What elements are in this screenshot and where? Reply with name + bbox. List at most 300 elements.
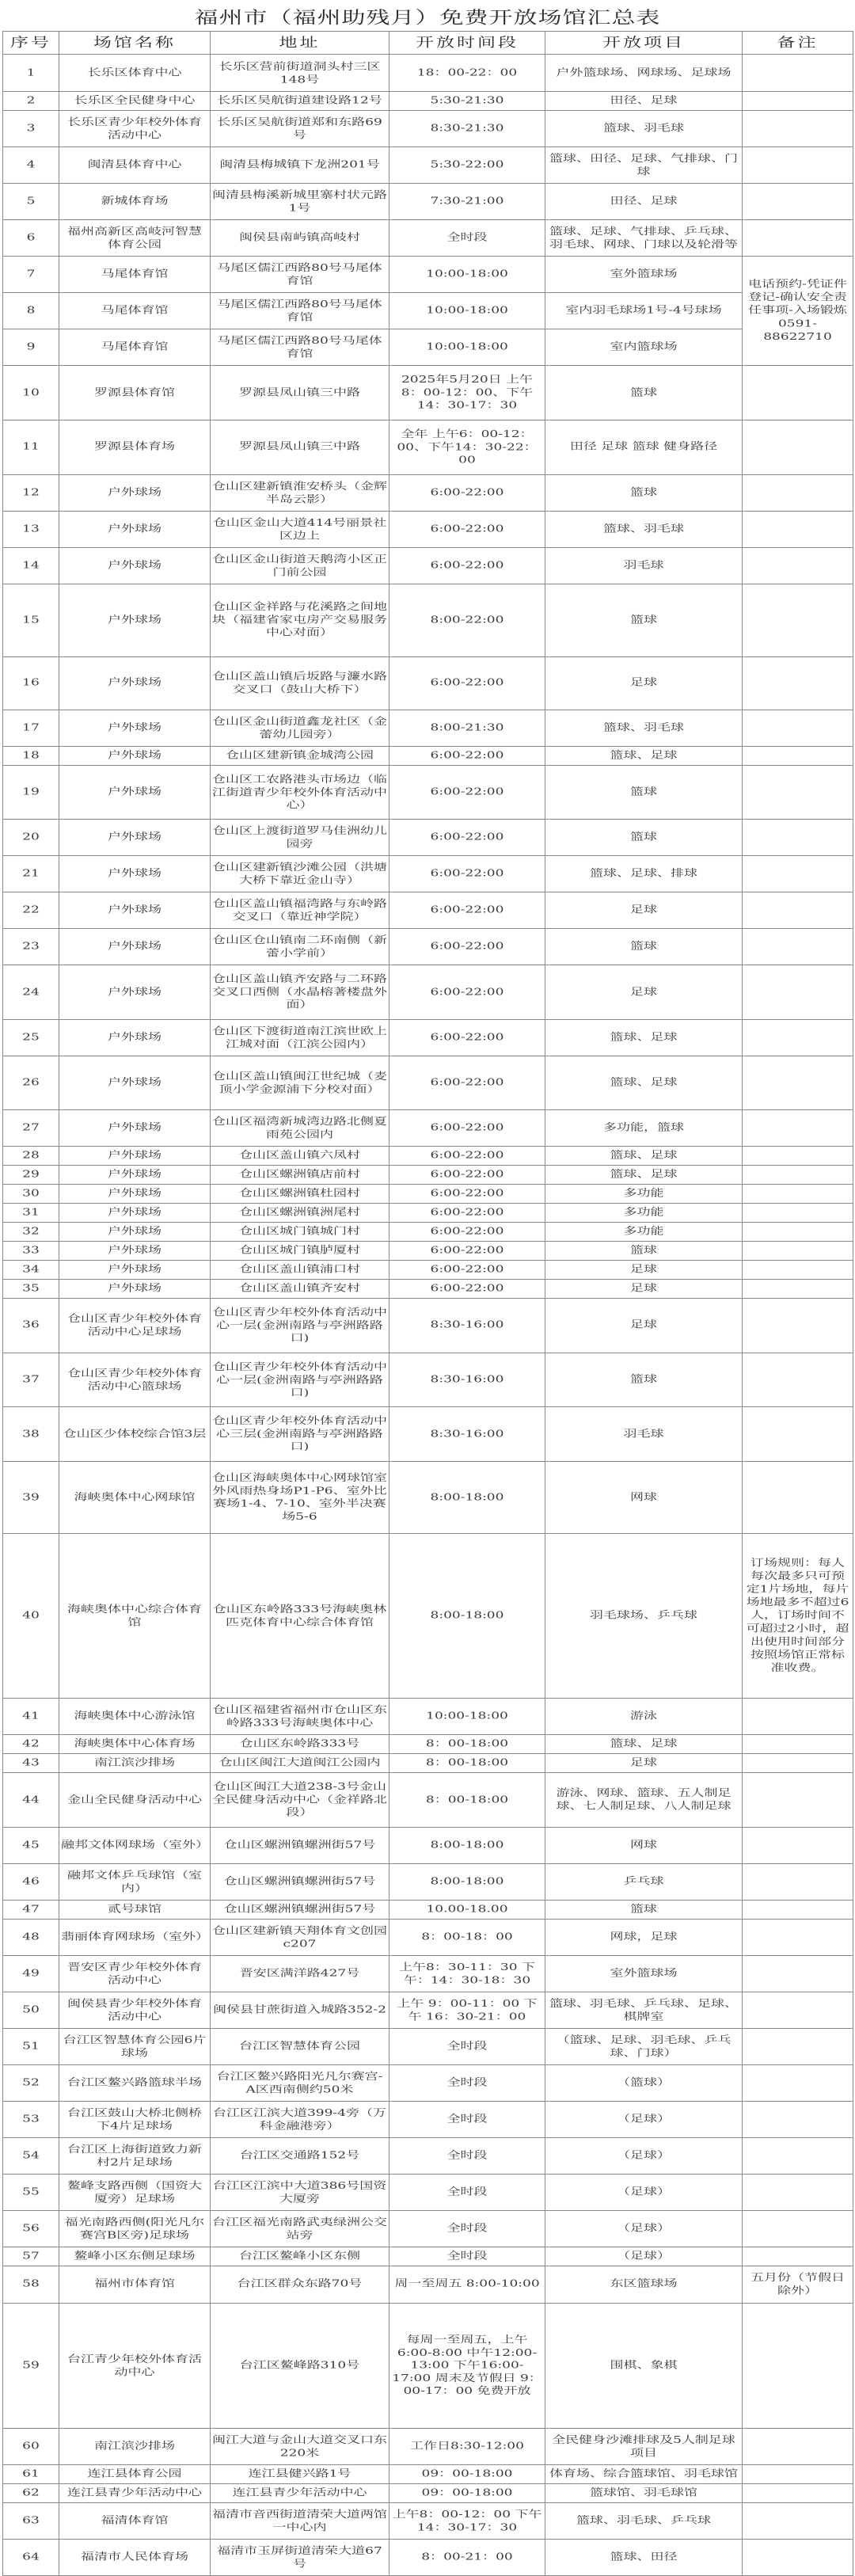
cell-row-number: 51 bbox=[3, 2028, 59, 2064]
cell-remark bbox=[743, 1279, 853, 1298]
cell-address: 仓山区仓山镇南二环南侧（新蕾小学前） bbox=[211, 929, 390, 965]
cell-venue-name: 长乐区体育中心 bbox=[59, 55, 211, 92]
cell-venue-name: 罗源县体育场 bbox=[59, 420, 211, 474]
table-row bbox=[3, 1056, 853, 1109]
cell-venue-name: 户外球场 bbox=[59, 1241, 211, 1260]
cell-open-items: 篮球、足球、气排球、乒乓球、羽毛球、网球、门球以及轮滑等 bbox=[545, 220, 743, 257]
cell-row-number: 35 bbox=[3, 1279, 59, 1298]
cell-open-hours: 6:00-22:00 bbox=[390, 1019, 545, 1056]
cell-open-hours: 每周一至周五，上午6:00-8:00 中午12:00-13:00 下午16:00-17:00 周末及节假日 9：00-17：00 免费开放 bbox=[390, 2303, 545, 2428]
cell-venue-name: 海峡奥体中心综合体育馆 bbox=[59, 1534, 211, 1699]
table-row bbox=[3, 2028, 853, 2064]
cell-open-items: 田径、足球 bbox=[545, 184, 743, 220]
cell-venue-name: 福州高新区高岐河智慧体育公园 bbox=[59, 220, 211, 257]
table-row bbox=[3, 92, 853, 111]
cell-address: 连江县青少年活动中心 bbox=[211, 2483, 390, 2502]
cell-remark bbox=[743, 2428, 853, 2464]
cell-open-items: 足球 bbox=[545, 1260, 743, 1279]
cell-open-hours: 8：00-21：00 bbox=[390, 2539, 545, 2575]
cell-open-items: 多功能 bbox=[545, 1184, 743, 1203]
cell-venue-name: 晋安区青少年校外体育活动中心 bbox=[59, 1955, 211, 1992]
cell-remark bbox=[743, 92, 853, 111]
cell-row-number: 14 bbox=[3, 547, 59, 584]
cell-row-number: 36 bbox=[3, 1298, 59, 1353]
table-body bbox=[3, 55, 853, 2576]
cell-open-items: 篮球 bbox=[545, 929, 743, 965]
cell-venue-name: 户外球场 bbox=[59, 965, 211, 1020]
cell-address: 仓山区盖山镇后坂路与濂水路交叉口（鼓山大桥下） bbox=[211, 656, 390, 710]
cell-address: 仓山区螺洲镇店前村 bbox=[211, 1165, 390, 1184]
cell-open-hours: 全时段 bbox=[390, 2101, 545, 2137]
table-row bbox=[3, 2483, 853, 2502]
cell-open-items: 田径 足球 篮球 健身路径 bbox=[545, 420, 743, 474]
cell-venue-name: 南江滨沙排场 bbox=[59, 1754, 211, 1773]
cell-row-number: 52 bbox=[3, 2064, 59, 2101]
cell-open-hours: 6:00-22:00 bbox=[390, 511, 545, 547]
venue-table bbox=[2, 31, 853, 2576]
cell-address: 台江区交通路152号 bbox=[211, 2137, 390, 2174]
cell-row-number: 61 bbox=[3, 2464, 59, 2483]
cell-venue-name: 福清市人民体育场 bbox=[59, 2539, 211, 2575]
cell-open-hours: 6:00-22:00 bbox=[390, 1056, 545, 1109]
cell-row-number: 59 bbox=[3, 2303, 59, 2428]
cell-remark: 五月份（节假日除外） bbox=[743, 2266, 853, 2303]
cell-open-items: 篮球 bbox=[545, 765, 743, 820]
cell-open-hours: 上午 9：00-11：00 下午 16：30-21：00 bbox=[390, 1992, 545, 2028]
cell-open-items: 足球 bbox=[545, 1754, 743, 1773]
cell-open-hours: 8：00-18：00 bbox=[390, 1919, 545, 1955]
cell-open-hours: 全时段 bbox=[390, 2174, 545, 2210]
cell-venue-name: 罗源县体育馆 bbox=[59, 366, 211, 420]
cell-open-items: 田径、足球 bbox=[545, 92, 743, 111]
cell-remark bbox=[743, 1699, 853, 1735]
table-row bbox=[3, 1992, 853, 2028]
cell-row-number: 25 bbox=[3, 1019, 59, 1056]
cell-row-number: 28 bbox=[3, 1146, 59, 1165]
cell-address: 仓山区金祥路与花溪路之间地块（福建省家屯房产交易服务中心对面） bbox=[211, 584, 390, 656]
cell-venue-name: 新城体育场 bbox=[59, 184, 211, 220]
cell-address: 长乐区吴航街道建设路12号 bbox=[211, 92, 390, 111]
cell-remark bbox=[743, 1900, 853, 1919]
cell-address: 台江区鳌峰小区东侧 bbox=[211, 2247, 390, 2266]
cell-open-items: 游泳、网球、篮球、五人制足球、七人制足球、八人制足球 bbox=[545, 1773, 743, 1828]
cell-remark bbox=[743, 184, 853, 220]
cell-row-number: 39 bbox=[3, 1462, 59, 1534]
cell-venue-name: 户外球场 bbox=[59, 1146, 211, 1165]
table-row bbox=[3, 1863, 853, 1900]
cell-address: 仓山区青少年校外体育活动中心一层(金洲南路与亭洲路路口) bbox=[211, 1298, 390, 1353]
cell-open-items: 篮球、羽毛球、乒乓球 bbox=[545, 2502, 743, 2539]
cell-open-items: 全民健身沙滩排球及5人制足球项目 bbox=[545, 2428, 743, 2464]
cell-venue-name: 马尾体育馆 bbox=[59, 257, 211, 293]
cell-open-items: （足球） bbox=[545, 2101, 743, 2137]
cell-open-hours: 09：00-18:00 bbox=[390, 2464, 545, 2483]
cell-row-number: 19 bbox=[3, 765, 59, 820]
cell-open-hours: 全时段 bbox=[390, 2064, 545, 2101]
table-row bbox=[3, 892, 853, 929]
cell-venue-name: 户外球场 bbox=[59, 856, 211, 892]
cell-venue-name: 台江区鼓山大桥北侧桥下4片足球场 bbox=[59, 2101, 211, 2137]
cell-remark bbox=[743, 929, 853, 965]
cell-address: 仓山区金山街道鑫龙社区（金蕾幼儿园旁） bbox=[211, 710, 390, 746]
cell-remark bbox=[743, 147, 853, 184]
cell-row-number: 64 bbox=[3, 2539, 59, 2575]
cell-open-hours: 6:00-22:00 bbox=[390, 1146, 545, 1165]
cell-address: 仓山区建新镇沙滩公园（洪塘大桥下靠近金山寺） bbox=[211, 856, 390, 892]
table-row bbox=[3, 1955, 853, 1992]
cell-row-number: 1 bbox=[3, 55, 59, 92]
cell-open-hours: 全时段 bbox=[390, 220, 545, 257]
cell-open-items: 篮球、足球、排球 bbox=[545, 856, 743, 892]
cell-address: 仓山区螺洲镇螺洲街57号 bbox=[211, 1863, 390, 1900]
cell-open-items: 围棋、象棋 bbox=[545, 2303, 743, 2428]
cell-open-hours: 全时段 bbox=[390, 2210, 545, 2247]
cell-open-hours: 18：00-22：00 bbox=[390, 55, 545, 92]
cell-remark bbox=[743, 511, 853, 547]
cell-remark bbox=[743, 547, 853, 584]
cell-open-items: 足球 bbox=[545, 965, 743, 1020]
table-row bbox=[3, 55, 853, 92]
cell-row-number: 38 bbox=[3, 1407, 59, 1462]
cell-open-hours: 上午8：00-12：00 下午14：30-17：30 bbox=[390, 2502, 545, 2539]
cell-remark bbox=[743, 1203, 853, 1222]
table-row bbox=[3, 2064, 853, 2101]
cell-open-items: 游泳 bbox=[545, 1699, 743, 1735]
table-row bbox=[3, 111, 853, 147]
cell-open-hours: 上午8：30-11：30 下午：14：30-18：30 bbox=[390, 1955, 545, 1992]
table-row bbox=[3, 2502, 853, 2539]
table-row bbox=[3, 1260, 853, 1279]
cell-address: 仓山区城门镇城门村 bbox=[211, 1222, 390, 1241]
cell-open-hours: 6:00-22:00 bbox=[390, 1109, 545, 1146]
cell-venue-name: 马尾体育馆 bbox=[59, 293, 211, 329]
cell-open-items: 篮球 bbox=[545, 584, 743, 656]
cell-address: 仓山区东岭路333号 bbox=[211, 1735, 390, 1754]
cell-remark bbox=[743, 765, 853, 820]
table-row bbox=[3, 1919, 853, 1955]
cell-row-number: 33 bbox=[3, 1241, 59, 1260]
cell-open-hours: 6:00-22:00 bbox=[390, 1260, 545, 1279]
cell-open-items: （足球） bbox=[545, 2247, 743, 2266]
cell-open-items: （篮球、足球、羽毛球、乒乓球、门球） bbox=[545, 2028, 743, 2064]
cell-remark bbox=[743, 1019, 853, 1056]
cell-open-hours: 8:00-18:00 bbox=[390, 1534, 545, 1699]
cell-open-hours: 6:00-22:00 bbox=[390, 765, 545, 820]
cell-open-items: 足球 bbox=[545, 1279, 743, 1298]
cell-remark bbox=[743, 1827, 853, 1863]
cell-venue-name: 翡丽体育网球场（室外） bbox=[59, 1919, 211, 1955]
cell-row-number: 27 bbox=[3, 1109, 59, 1146]
cell-open-hours: 全时段 bbox=[390, 2137, 545, 2174]
cell-row-number: 54 bbox=[3, 2137, 59, 2174]
cell-open-items: 体育场、综合篮球馆、羽毛球馆 bbox=[545, 2464, 743, 2483]
cell-remark bbox=[743, 710, 853, 746]
cell-remark bbox=[743, 746, 853, 765]
table-row bbox=[3, 2464, 853, 2483]
cell-venue-name: 连江县体育公园 bbox=[59, 2464, 211, 2483]
cell-row-number: 4 bbox=[3, 147, 59, 184]
cell-open-items: 羽毛球 bbox=[545, 1407, 743, 1462]
cell-row-number: 20 bbox=[3, 820, 59, 856]
cell-remark bbox=[743, 2028, 853, 2064]
table-row bbox=[3, 2266, 853, 2303]
cell-venue-name: 海峡奥体中心网球馆 bbox=[59, 1462, 211, 1534]
header-no: 序号 bbox=[3, 32, 59, 55]
cell-row-number: 7 bbox=[3, 257, 59, 293]
cell-venue-name: 闽清县体育中心 bbox=[59, 147, 211, 184]
cell-row-number: 8 bbox=[3, 293, 59, 329]
cell-address: 马尾区儒江西路80号马尾体育馆 bbox=[211, 293, 390, 329]
cell-address: 台江区江滨中大道386号国资大厦旁 bbox=[211, 2174, 390, 2210]
cell-venue-name: 海峡奥体中心体育场 bbox=[59, 1735, 211, 1754]
cell-remark bbox=[743, 1754, 853, 1773]
cell-row-number: 49 bbox=[3, 1955, 59, 1992]
cell-row-number: 9 bbox=[3, 329, 59, 366]
cell-venue-name: 户外球场 bbox=[59, 1279, 211, 1298]
cell-open-hours: 09：00-18:00 bbox=[390, 2483, 545, 2502]
cell-venue-name: 鳌峰支路西侧（国资大厦旁）足球场 bbox=[59, 2174, 211, 2210]
cell-open-hours: 8:30-21:30 bbox=[390, 111, 545, 147]
cell-address: 仓山区城门镇胪厦村 bbox=[211, 1241, 390, 1260]
table-row bbox=[3, 2137, 853, 2174]
cell-open-hours: 全时段 bbox=[390, 2028, 545, 2064]
cell-row-number: 23 bbox=[3, 929, 59, 965]
cell-venue-name: 长乐区青少年校外体育活动中心 bbox=[59, 111, 211, 147]
cell-address: 仓山区上渡街道罗马佳洲幼儿园旁 bbox=[211, 820, 390, 856]
cell-open-hours: 10.00-18.00 bbox=[390, 1900, 545, 1919]
cell-address: 仓山区青少年校外体育活动中心一层(金洲南路与亭洲路路口) bbox=[211, 1353, 390, 1407]
table-row bbox=[3, 1353, 853, 1407]
cell-open-hours: 10:00-18:00 bbox=[390, 293, 545, 329]
cell-row-number: 24 bbox=[3, 965, 59, 1020]
cell-open-items: 篮球、足球 bbox=[545, 746, 743, 765]
cell-open-hours: 6:00-22:00 bbox=[390, 820, 545, 856]
cell-address: 仓山区福建省福州市仓山区东岭路333号海峡奥体中心 bbox=[211, 1699, 390, 1735]
cell-venue-name: 福光南路西侧(阳光凡尔赛宫B区旁)足球场 bbox=[59, 2210, 211, 2247]
cell-open-hours: 6:00-22:00 bbox=[390, 1279, 545, 1298]
cell-open-hours: 6:00-22:00 bbox=[390, 929, 545, 965]
cell-address: 仓山区螺洲镇杜园村 bbox=[211, 1184, 390, 1203]
cell-venue-name: 户外球场 bbox=[59, 820, 211, 856]
cell-remark bbox=[743, 2464, 853, 2483]
cell-open-hours: 8:00-18:00 bbox=[390, 1462, 545, 1534]
cell-open-items: 室外篮球场 bbox=[545, 257, 743, 293]
cell-row-number: 15 bbox=[3, 584, 59, 656]
cell-venue-name: 户外球场 bbox=[59, 1203, 211, 1222]
cell-row-number: 45 bbox=[3, 1827, 59, 1863]
cell-open-hours: 6:00-22:00 bbox=[390, 547, 545, 584]
cell-row-number: 53 bbox=[3, 2101, 59, 2137]
cell-remark bbox=[743, 2539, 853, 2575]
cell-row-number: 58 bbox=[3, 2266, 59, 2303]
cell-row-number: 41 bbox=[3, 1699, 59, 1735]
cell-open-items: 篮球、羽毛球 bbox=[545, 111, 743, 147]
table-row bbox=[3, 1279, 853, 1298]
cell-venue-name: 南江滨沙排场 bbox=[59, 2428, 211, 2464]
cell-remark bbox=[743, 474, 853, 511]
cell-open-hours: 工作日8:30-12:00 bbox=[390, 2428, 545, 2464]
table-row bbox=[3, 2174, 853, 2210]
cell-open-items: （足球） bbox=[545, 2137, 743, 2174]
table-row bbox=[3, 965, 853, 1020]
cell-remark bbox=[743, 2174, 853, 2210]
cell-address: 长乐区吴航街道郑和东路69号 bbox=[211, 111, 390, 147]
cell-remark bbox=[743, 1407, 853, 1462]
cell-row-number: 40 bbox=[3, 1534, 59, 1699]
header-open-items: 开放项目 bbox=[545, 32, 743, 55]
cell-address: 仓山区工农路港头市场边（临江街道青少年校外体育活动中心） bbox=[211, 765, 390, 820]
cell-venue-name: 户外球场 bbox=[59, 584, 211, 656]
cell-venue-name: 户外球场 bbox=[59, 1260, 211, 1279]
cell-row-number: 3 bbox=[3, 111, 59, 147]
cell-row-number: 5 bbox=[3, 184, 59, 220]
cell-open-items: 篮球 bbox=[545, 1241, 743, 1260]
cell-open-hours: 8：00-18:00 bbox=[390, 1735, 545, 1754]
cell-venue-name: 福州市体育馆 bbox=[59, 2266, 211, 2303]
cell-venue-name: 融邦文体乒乓球馆（室内） bbox=[59, 1863, 211, 1900]
cell-open-hours: 6:00-22:00 bbox=[390, 892, 545, 929]
cell-remark bbox=[743, 2502, 853, 2539]
cell-open-hours: 6:00-22:00 bbox=[390, 1165, 545, 1184]
cell-row-number: 2 bbox=[3, 92, 59, 111]
table-row bbox=[3, 929, 853, 965]
cell-open-hours: 5:30-21:30 bbox=[390, 92, 545, 111]
cell-address: 台江区福光南路武夷绿洲公交站旁 bbox=[211, 2210, 390, 2247]
table-row bbox=[3, 293, 853, 329]
cell-address: 仓山区海峡奥体中心网球馆室外风雨热身场P1-P6、室外比赛场1-4、7-10、室外半决赛场5-6 bbox=[211, 1462, 390, 1534]
table-row bbox=[3, 1900, 853, 1919]
cell-venue-name: 台江区鳌兴路篮球半场 bbox=[59, 2064, 211, 2101]
cell-address: 仓山区螺洲镇螺洲街57号 bbox=[211, 1827, 390, 1863]
table-row bbox=[3, 656, 853, 710]
cell-remark bbox=[743, 2210, 853, 2247]
cell-remark bbox=[743, 1735, 853, 1754]
cell-open-items: 足球 bbox=[545, 656, 743, 710]
cell-address: 马尾区儒江西路80号马尾体育馆 bbox=[211, 329, 390, 366]
cell-remark bbox=[743, 1462, 853, 1534]
cell-venue-name: 户外球场 bbox=[59, 1165, 211, 1184]
cell-address: 仓山区建新镇金城湾公园 bbox=[211, 746, 390, 765]
cell-open-items: 室内羽毛球场1号-4号球场 bbox=[545, 293, 743, 329]
cell-row-number: 22 bbox=[3, 892, 59, 929]
cell-open-hours: 6:00-22:00 bbox=[390, 965, 545, 1020]
cell-row-number: 47 bbox=[3, 1900, 59, 1919]
table-row bbox=[3, 257, 853, 293]
cell-open-hours: 7:30-21:00 bbox=[390, 184, 545, 220]
cell-venue-name: 鳌峰小区东侧足球场 bbox=[59, 2247, 211, 2266]
table-row bbox=[3, 1146, 853, 1165]
cell-open-hours: 8：00-18:00 bbox=[390, 1773, 545, 1828]
cell-row-number: 63 bbox=[3, 2502, 59, 2539]
cell-row-number: 31 bbox=[3, 1203, 59, 1222]
cell-remark bbox=[743, 1241, 853, 1260]
cell-open-items: 篮球 bbox=[545, 474, 743, 511]
cell-remark bbox=[743, 2137, 853, 2174]
cell-address: 仓山区闽江大道238-3号金山全民健身活动中心（金祥路北段） bbox=[211, 1773, 390, 1828]
cell-open-hours: 8:30-16:00 bbox=[390, 1298, 545, 1353]
cell-remark bbox=[743, 55, 853, 92]
cell-open-hours: 6:00-22:00 bbox=[390, 856, 545, 892]
cell-open-hours: 6:00-22:00 bbox=[390, 1184, 545, 1203]
cell-remark bbox=[743, 1146, 853, 1165]
cell-open-hours: 全年 上午6：00-12：00、下午14：30-22：00 bbox=[390, 420, 545, 474]
cell-remark bbox=[743, 2483, 853, 2502]
table-row bbox=[3, 1165, 853, 1184]
table-row bbox=[3, 1184, 853, 1203]
cell-open-hours: 8:00-21:30 bbox=[390, 710, 545, 746]
table-row bbox=[3, 1407, 853, 1462]
cell-open-hours: 10:00-18:00 bbox=[390, 257, 545, 293]
cell-open-items: 篮球馆、羽毛球馆 bbox=[545, 2483, 743, 2502]
cell-row-number: 17 bbox=[3, 710, 59, 746]
cell-open-hours: 10:00-18:00 bbox=[390, 329, 545, 366]
cell-address: 仓山区螺洲镇螺洲街57号 bbox=[211, 1900, 390, 1919]
table-row bbox=[3, 1699, 853, 1735]
cell-address: 闽侯县南屿镇高岐村 bbox=[211, 220, 390, 257]
cell-row-number: 43 bbox=[3, 1754, 59, 1773]
cell-open-items: 篮球、足球 bbox=[545, 1019, 743, 1056]
cell-venue-name: 长乐区全民健身中心 bbox=[59, 92, 211, 111]
cell-address: 台江区江滨大道399-4旁（万科金融港旁） bbox=[211, 2101, 390, 2137]
cell-address: 仓山区盖山镇齐安路与二环路交叉口西侧（水晶榕著楼盘外面） bbox=[211, 965, 390, 1020]
cell-remark bbox=[743, 656, 853, 710]
cell-venue-name: 马尾体育馆 bbox=[59, 329, 211, 366]
table-row bbox=[3, 474, 853, 511]
cell-open-items: 篮球 bbox=[545, 1353, 743, 1407]
cell-venue-name: 福清体育馆 bbox=[59, 2502, 211, 2539]
cell-row-number: 29 bbox=[3, 1165, 59, 1184]
cell-open-hours: 10:00-18:00 bbox=[390, 1699, 545, 1735]
cell-address: 仓山区建新镇天翔体育文创园c207 bbox=[211, 1919, 390, 1955]
cell-open-items: 网球 bbox=[545, 1462, 743, 1534]
cell-open-items: 篮球、足球 bbox=[545, 1165, 743, 1184]
cell-open-items: 多功能 bbox=[545, 1203, 743, 1222]
cell-open-items: 网球 bbox=[545, 1827, 743, 1863]
cell-open-items: 室内篮球场 bbox=[545, 329, 743, 366]
cell-remark bbox=[743, 1298, 853, 1353]
cell-remark bbox=[743, 856, 853, 892]
table-row bbox=[3, 184, 853, 220]
cell-venue-name: 户外球场 bbox=[59, 892, 211, 929]
cell-address: 台江区鳌兴路阳光凡尔赛宫-A区西南侧约50米 bbox=[211, 2064, 390, 2101]
cell-address: 仓山区盖山镇闽江世纪城（麦顶小学金源浦下分校对面） bbox=[211, 1056, 390, 1109]
cell-address: 罗源县凤山镇三中路 bbox=[211, 366, 390, 420]
table-row bbox=[3, 1735, 853, 1754]
cell-venue-name: 户外球场 bbox=[59, 1109, 211, 1146]
cell-address: 福清市玉屏街道清荣大道67号 bbox=[211, 2539, 390, 2575]
cell-venue-name: 融邦文体网球场（室外） bbox=[59, 1827, 211, 1863]
cell-open-items: （足球） bbox=[545, 2210, 743, 2247]
cell-row-number: 42 bbox=[3, 1735, 59, 1754]
cell-open-items: 户外篮球场、网球场、足球场 bbox=[545, 55, 743, 92]
cell-remark: 订场规则：每人每次最多只可预定1片场地，每片场地最多不超过6人，订场时间不可超过2小时，超出使用时间部分按照场馆正常标准收费。 bbox=[743, 1534, 853, 1699]
table-row bbox=[3, 746, 853, 765]
cell-address: 马尾区儒江西路80号马尾体育馆 bbox=[211, 257, 390, 293]
cell-row-number: 11 bbox=[3, 420, 59, 474]
cell-venue-name: 户外球场 bbox=[59, 1184, 211, 1203]
table-row bbox=[3, 420, 853, 474]
cell-row-number: 50 bbox=[3, 1992, 59, 2028]
cell-remark bbox=[743, 1184, 853, 1203]
cell-remark bbox=[743, 1992, 853, 2028]
cell-address: 仓山区闽江大道闽江公园内 bbox=[211, 1754, 390, 1773]
cell-address: 福清市音西街道清荣大道两馆一中心内 bbox=[211, 2502, 390, 2539]
table-row bbox=[3, 1222, 853, 1241]
cell-row-number: 21 bbox=[3, 856, 59, 892]
cell-open-items: 篮球、羽毛球、乒乓球、足球、棋牌室 bbox=[545, 1992, 743, 2028]
cell-address: 闽江大道与金山大道交叉口东220米 bbox=[211, 2428, 390, 2464]
cell-open-items: 网球，足球 bbox=[545, 1919, 743, 1955]
